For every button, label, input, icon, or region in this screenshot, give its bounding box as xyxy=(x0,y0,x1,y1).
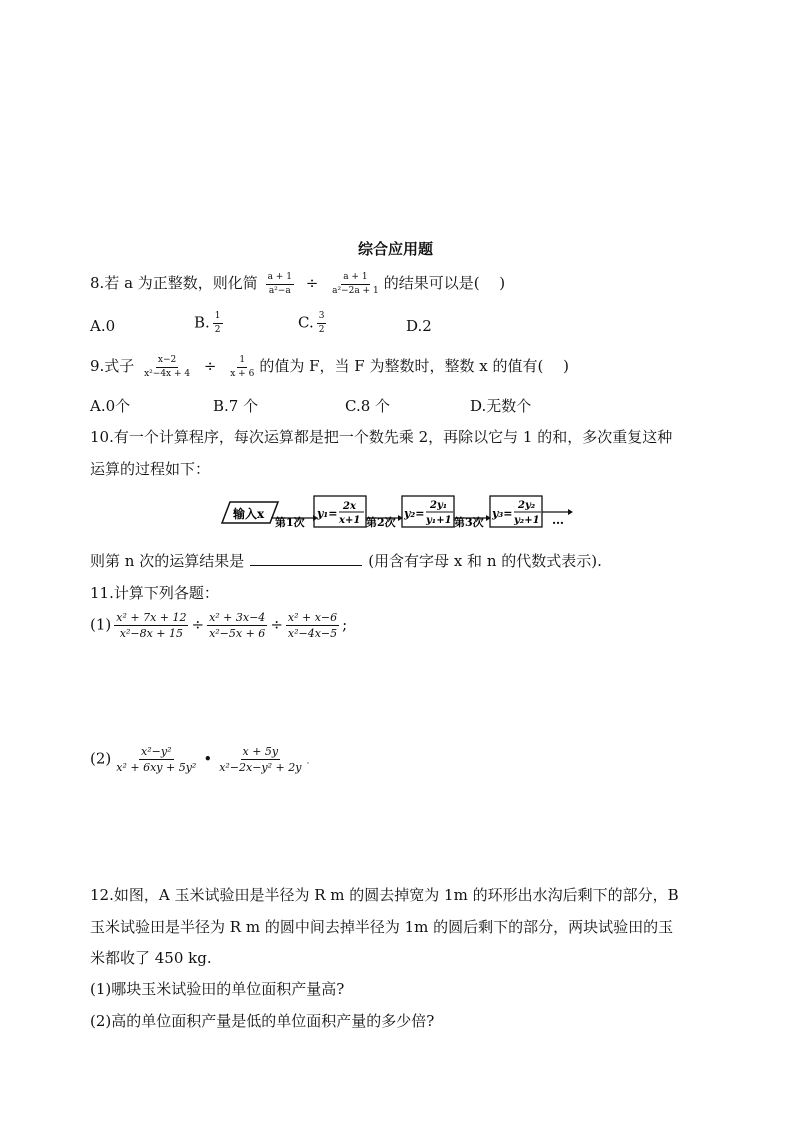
svg-text:2y₂: 2y₂ xyxy=(518,500,536,511)
q10-line-2: 运算的过程如下： xyxy=(90,460,211,478)
q11-part-2: (2) $\frac{\text{x²−y²}}{\text{x² + 6xy + 5y²}}$ • $\frac{x + 5y}{\text{x²−2x−y² + 2y}}$ . xyxy=(90,745,310,774)
q10-answer-blank[interactable] xyxy=(250,550,362,566)
q9-prefix: 9.式子 xyxy=(90,357,135,375)
svg-text:y₂+1: y₂+1 xyxy=(514,515,540,526)
q9-option-b: B.7 个 xyxy=(213,397,259,415)
q8-fraction-2: $\frac{a + 1}{\text{a²−2a + 1}}$ xyxy=(332,271,379,296)
q12-line-1: 12.如图，A 玉米试验田是半径为 R m 的圆去掉宽为 1m 的环形出水沟后剩下的部分，B xyxy=(90,886,679,904)
q8-prefix: 8.若 a 为正整数，则化简 xyxy=(90,274,258,292)
q8-divide: ÷ xyxy=(305,274,319,292)
q9-suffix: 的值为 F，当 F 为整数时，整数 x 的值有( ) xyxy=(259,357,569,375)
question-8 xyxy=(90,272,505,296)
q8-suffix: 的结果可以是( ) xyxy=(383,274,506,292)
q9-divide: ÷ xyxy=(203,357,217,375)
svg-text:y₁=: y₁= xyxy=(317,507,338,520)
svg-text:y₂=: y₂= xyxy=(404,507,425,520)
q11-part-1: (1) $\frac{\text{x² + 7x + 12}}{\text{x²−8x + 15}}$ ÷ $\frac{\text{x² + 3x−4}}{\text{x²−5x + 6}}$ ÷ $\frac{\text{x² + x−6}}{\text{x²−4x−5}}$ ; xyxy=(90,611,348,640)
svg-text:y₁+1: y₁+1 xyxy=(426,515,452,526)
svg-text:2y₁: 2y₁ xyxy=(430,500,448,511)
svg-text:2x: 2x xyxy=(343,501,356,512)
q9-fraction-2: $\frac{1}{x + 6}$ xyxy=(230,354,255,379)
question-9 xyxy=(90,355,569,379)
q12-sub-2: (2)高的单位面积产量是低的单位面积产量的多少倍? xyxy=(90,1012,435,1030)
flow-step-1: 第1次 xyxy=(275,516,305,529)
q8-option-c: C. $\frac{3}{2}$ xyxy=(298,311,325,335)
svg-text:x+1: x+1 xyxy=(339,515,361,526)
flow-input-label: 输入x xyxy=(233,507,265,521)
q8-option-a: A.0 xyxy=(90,317,116,335)
q9-option-c: C.8 个 xyxy=(345,397,391,415)
q8-option-b: B. $\frac{1}{2}$ xyxy=(194,311,221,335)
q9-option-a: A.0个 xyxy=(90,397,131,415)
q9-option-d: D.无数个 xyxy=(470,397,532,415)
q8-fraction-1: $\frac{a + 1}{\text{a²−a}}$ xyxy=(267,271,292,296)
q11-title: 11.计算下列各题： xyxy=(90,584,219,602)
q10-answer-line: 则第 n 次的运算结果是 (用含有字母 x 和 n 的代数式表示). xyxy=(90,552,602,570)
flow-step-2: 第2次 xyxy=(366,516,396,529)
q10-flow-diagram xyxy=(218,492,578,532)
q12-sub-1: (1)哪块玉米试验田的单位面积产量高? xyxy=(90,980,345,998)
q9-fraction-1: $\frac{x-2}{\text{x²−4x + 4}}$ xyxy=(144,354,191,379)
svg-text:y₃=: y₃= xyxy=(492,507,513,520)
q12-line-2: 玉米试验田是半径为 R m 的圆中间去掉半径为 1m 的圆后剩下的部分，两块试验田的玉 xyxy=(90,918,674,936)
section-title: 综合应用题 xyxy=(358,240,434,258)
flow-step-3: 第3次 xyxy=(454,516,484,529)
q10-line-1: 10.有一个计算程序，每次运算都是把一个数先乘 2，再除以它与 1 的和，多次重复这种 xyxy=(90,428,673,446)
flow-ellipsis: … xyxy=(552,513,564,527)
q12-line-3: 米都收了 450 kg. xyxy=(90,949,212,967)
q8-option-d: D.2 xyxy=(406,317,432,335)
